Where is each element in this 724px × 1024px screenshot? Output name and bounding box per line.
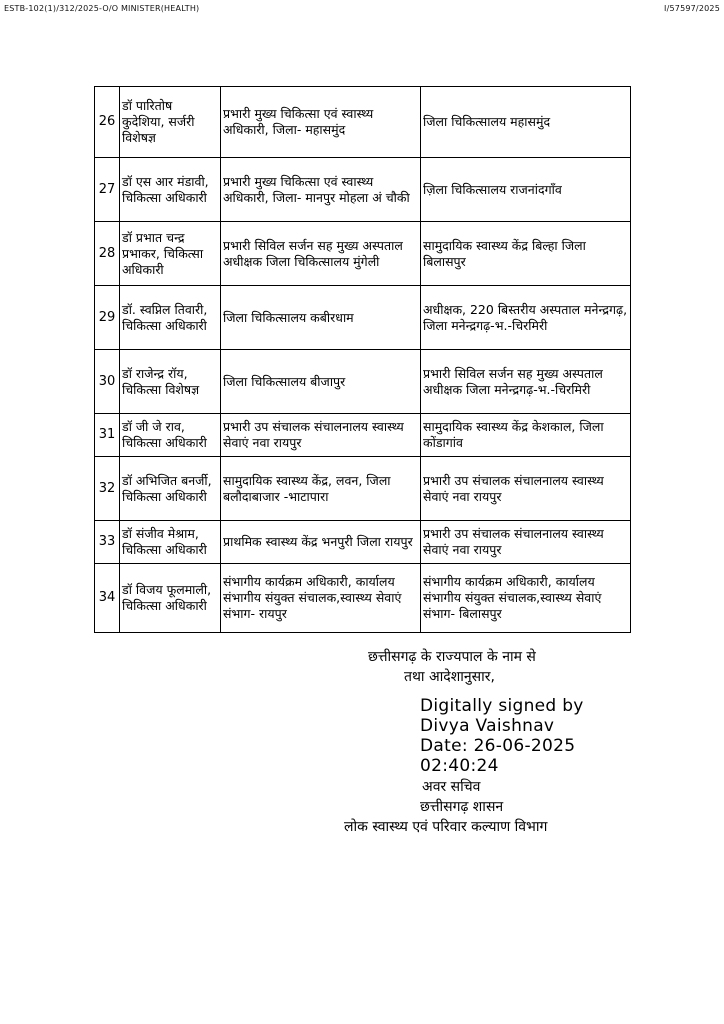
row-number: 31 — [95, 414, 120, 457]
order-line-1: छत्तीसगढ़ के राज्यपाल के नाम से — [368, 649, 536, 665]
table-row — [95, 414, 631, 457]
signatory-department: लोक स्वास्थ्य एवं परिवार कल्याण विभाग — [344, 819, 548, 835]
officer-name: डॉ संजीव मेश्राम, चिकित्सा अधिकारी — [120, 521, 221, 564]
new-posting: प्रभारी उप संचालक संचालनालय स्वास्थ्य सेवाएं नवा रायपुर — [421, 457, 631, 521]
current-posting: संभागीय कार्यक्रम अधिकारी, कार्यालय संभागीय संयुक्त संचालक,स्वास्थ्य सेवाएं संभाग- रायपुर — [221, 564, 421, 633]
signature-date: Date: 26-06-2025 — [420, 736, 576, 756]
new-posting: अधीक्षक, 220 बिस्तरीय अस्पताल मनेन्द्रगढ़, जिला मनेन्द्रगढ़-भ.-चिरमिरी — [421, 286, 631, 350]
new-posting: सामुदायिक स्वास्थ्य केंद्र बिल्हा जिला बिलासपुर — [421, 222, 631, 286]
officer-name: डॉ अभिजित बनर्जी, चिकित्सा अधिकारी — [120, 457, 221, 521]
row-number: 27 — [95, 158, 120, 222]
row-number: 29 — [95, 286, 120, 350]
officer-name: डॉ जी जे राव, चिकित्सा अधिकारी — [120, 414, 221, 457]
current-posting: प्रभारी उप संचालक संचालनालय स्वास्थ्य सेवाएं नवा रायपुर — [221, 414, 421, 457]
row-number: 34 — [95, 564, 120, 633]
table-row — [95, 564, 631, 633]
row-number: 30 — [95, 350, 120, 414]
current-posting: प्राथमिक स्वास्थ्य केंद्र भनपुरी जिला रायपुर — [221, 521, 421, 564]
row-number: 26 — [95, 87, 120, 158]
order-line-2: तथा आदेशानुसार, — [404, 669, 495, 685]
signature-name: Divya Vaishnav — [420, 716, 555, 736]
table-row — [95, 350, 631, 414]
officer-name: डॉ प्रभात चन्द्र प्रभाकर, चिकित्सा अधिकारी — [120, 222, 221, 286]
current-posting: जिला चिकित्सालय बीजापुर — [221, 350, 421, 414]
officer-name: डॉ पारितोष कुदेशिया, सर्जरी विशेषज्ञ — [120, 87, 221, 158]
signature-line-1: Digitally signed by — [420, 696, 584, 716]
row-number: 28 — [95, 222, 120, 286]
officer-name: डॉ. स्वप्निल तिवारी, चिकित्सा अधिकारी — [120, 286, 221, 350]
current-posting: सामुदायिक स्वास्थ्य केंद्र, लवन, जिला बलौदाबाजार -भाटापारा — [221, 457, 421, 521]
officer-name: डॉ एस आर मंडावी, चिकित्सा अधिकारी — [120, 158, 221, 222]
new-posting: प्रभारी सिविल सर्जन सह मुख्य अस्पताल अधीक्षक जिला मनेन्द्रगढ़-भ.-चिरमिरी — [421, 350, 631, 414]
current-posting: प्रभारी सिविल सर्जन सह मुख्य अस्पताल अधीक्षक जिला चिकित्सालय मुंगेली — [221, 222, 421, 286]
new-posting: सामुदायिक स्वास्थ्य केंद्र केशकाल, जिला कोंडागांव — [421, 414, 631, 457]
new-posting: ज़िला चिकित्सालय राजनांदगाँव — [421, 158, 631, 222]
table-row — [95, 222, 631, 286]
digital-signature — [420, 696, 584, 776]
new-posting: जिला चिकित्सालय महासमुंद — [421, 87, 631, 158]
document-number: I/57597/2025 — [664, 4, 720, 13]
officer-name: डॉ विजय फूलमाली, चिकित्सा अधिकारी — [120, 564, 221, 633]
table-row — [95, 457, 631, 521]
signature-time: 02:40:24 — [420, 756, 499, 776]
document-reference: ESTB-102(1)/312/2025-O/O MINISTER(HEALTH) — [4, 4, 200, 13]
current-posting: प्रभारी मुख्य चिकित्सा एवं स्वास्थ्य अधिकारी, जिला- मानपुर मोहला अं चौकी — [221, 158, 421, 222]
officer-name: डॉ राजेन्द्र रॉय, चिकित्सा विशेषज्ञ — [120, 350, 221, 414]
new-posting: प्रभारी उप संचालक संचालनालय स्वास्थ्य सेवाएं नवा रायपुर — [421, 521, 631, 564]
table-row — [95, 87, 631, 158]
signatory-designation: अवर सचिव — [422, 779, 481, 795]
current-posting: प्रभारी मुख्य चिकित्सा एवं स्वास्थ्य अधिकारी, जिला- महासमुंद — [221, 87, 421, 158]
transfer-table — [94, 86, 631, 633]
table-row — [95, 286, 631, 350]
row-number: 32 — [95, 457, 120, 521]
row-number: 33 — [95, 521, 120, 564]
signatory-government: छत्तीसगढ़ शासन — [420, 799, 504, 815]
table-row — [95, 521, 631, 564]
new-posting: संभागीय कार्यक्रम अधिकारी, कार्यालय संभागीय संयुक्त संचालक,स्वास्थ्य सेवाएं संभाग- बिलासपुर — [421, 564, 631, 633]
current-posting: जिला चिकित्सालय कबीरधाम — [221, 286, 421, 350]
table-row — [95, 158, 631, 222]
